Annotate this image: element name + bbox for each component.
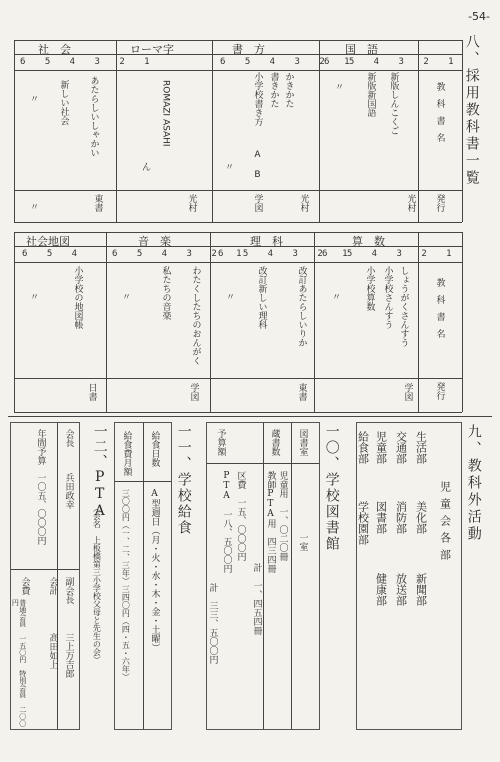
publisher-calligraphy-a: 学図	[252, 194, 263, 212]
club-col2-1: 消防部	[394, 501, 408, 534]
club-col2-2: 図書部	[374, 501, 388, 534]
book-romaji: ROMAZI ASAHI	[160, 80, 171, 147]
lunch-days-label: 給食日数	[149, 431, 160, 467]
book-japanese-1: 新版新国語	[365, 72, 376, 117]
club-col3-1: 放送部	[394, 573, 408, 606]
grade-digits-social: 6 5 4 3 2 1	[20, 57, 157, 67]
ditto-pub-social: 〃	[30, 203, 40, 213]
publisher-romaji: 光村	[186, 194, 197, 212]
book-arith-2: 小学校さんすう	[382, 266, 393, 329]
library-budget-2: PTA 一八、五〇〇円	[221, 471, 232, 573]
book-romaji-sub: ん	[142, 163, 152, 173]
header-socialmap: 社会地図	[26, 235, 70, 248]
ditto-japanese: 〃	[335, 83, 345, 93]
book-science-2: 改訂新しい理科	[256, 266, 267, 329]
page-number: -54-	[468, 10, 490, 23]
book-music-2: 私たちの音楽	[160, 266, 171, 320]
library-budget-total: 計 三三、五〇〇円	[207, 583, 218, 664]
ditto-socialmap: 〃	[30, 293, 40, 303]
pta-row-0-label: 会長	[63, 429, 74, 447]
publisher-science: 東書	[296, 383, 307, 401]
publisher-arithmetic: 学図	[402, 383, 413, 401]
header-social: 社 会	[38, 43, 71, 56]
label-bookname-upper: 教科書名	[434, 82, 445, 150]
book-socialmap: 小学校の地図帳	[72, 266, 83, 329]
ditto-science: 〃	[226, 293, 236, 303]
ditto-social: 〃	[30, 95, 40, 105]
lunch-fee-value: 三〇〇円（一、二、三年）三四〇円（四・五・六年）	[121, 489, 131, 681]
pta-subtitle: （会名 上板橋第三小学校父母と先生の会）	[92, 504, 102, 664]
pta-row-2-value: 高田如上	[47, 633, 58, 669]
library-count-total: 計 一、四五四冊	[251, 563, 262, 635]
lunch-box	[114, 422, 172, 730]
library-count-label: 蔵書数	[269, 429, 280, 456]
header-japanese: 国 語	[345, 43, 378, 56]
book-calligraphy-3: 小学校書き方	[252, 72, 263, 126]
publisher-music: 学図	[188, 383, 199, 401]
grade-digits-arithmetic: 6 5 4 3 2 1	[322, 249, 459, 259]
pta-row-0-value: 兵田政幸	[63, 473, 74, 509]
book-social-2: あたらしいしゃかい	[88, 76, 99, 157]
book-calligraphy-2: 書きかた	[268, 72, 279, 108]
library-budget-label: 予算額	[215, 429, 226, 456]
club-col1-1: 交通部	[394, 431, 408, 464]
activities-box	[356, 422, 462, 730]
pta-row-1-label: 副会長	[63, 577, 74, 604]
section-9-title: 九、教科外活動	[465, 424, 482, 543]
grade-digits-calligraphy: 6 5 4 3 2 1	[220, 57, 357, 67]
library-count-2: 教師PTA用 四三四冊	[265, 471, 276, 573]
book-japanese-2: 新版しんこくご	[388, 72, 399, 135]
pta-fee-label: 会費	[19, 577, 30, 595]
club-col1-0: 生活部	[414, 431, 428, 464]
library-room-label: 図書室	[297, 429, 308, 456]
header-romaji: ローマ字	[130, 43, 174, 56]
club-col3-2: 健康部	[374, 573, 388, 606]
club-col1-2: 児童部	[374, 431, 388, 464]
book-arith-1: しょうがくさんすう	[398, 266, 409, 347]
library-title: 一〇、学校図書館	[323, 424, 340, 552]
club-col2-3: 学校園部	[356, 501, 370, 545]
pta-box	[10, 422, 80, 730]
lunch-days-value: A型週日（月・火・水・木・金・土曜）	[149, 489, 160, 652]
library-budget-1: 区費 一五、〇〇〇円	[235, 471, 246, 561]
book-arith-3: 小学校算数	[364, 266, 375, 311]
book-music-1: わたくしたちのおんがく	[190, 266, 201, 365]
lunch-title: 一一、学校給食	[175, 424, 192, 536]
publisher-social: 東書	[92, 194, 103, 212]
pta-fee-note: 普通会員 一五〇円 特別会員 二〇〇円	[11, 599, 27, 727]
label-publisher-upper: 発行	[434, 194, 445, 212]
publisher-socialmap: 日書	[86, 383, 97, 401]
label-publisher-lower: 発行	[434, 382, 445, 400]
club-col3-0: 新聞部	[414, 573, 428, 606]
grade-digits-science: 6 5 4 3 2 1	[218, 249, 355, 259]
pta-row-2-label: 会計	[47, 577, 58, 595]
publisher-calligraphy-b: 光村	[298, 194, 309, 212]
pta-title: 一二、PTA	[91, 424, 108, 520]
book-science-1: 改訂あたらしいりか	[296, 266, 307, 347]
pta-row-1-value: 三上万吉郎	[63, 633, 74, 678]
section-8-title: 八、採用教科書一覧	[463, 34, 480, 187]
publisher-japanese: 光村	[405, 194, 416, 212]
club-col2-0: 美化部	[414, 501, 428, 534]
book-calligraphy-1: かきかた	[283, 72, 294, 108]
header-calligraphy: 書 方	[232, 43, 265, 56]
ditto-music: 〃	[122, 293, 132, 303]
pta-budget-value: 一〇五、〇〇〇円	[35, 473, 46, 545]
label-bookname-lower: 教科書名	[434, 278, 445, 346]
library-box	[206, 422, 320, 730]
library-room-value: 一室	[297, 533, 308, 551]
ditto-calligraphy: 〃	[225, 163, 235, 173]
header-music: 音 楽	[138, 235, 171, 248]
pta-budget-label: 年間予算	[35, 429, 46, 465]
council-label: 児童会各部	[438, 481, 452, 566]
lunch-fee-label: 給食費月額	[121, 431, 132, 476]
header-science: 理 科	[250, 235, 283, 248]
header-arithmetic: 算 数	[352, 235, 385, 248]
library-count-1: 児童用 一、〇二〇冊	[277, 471, 288, 561]
grade-digits-japanese: 6 5 4 3 2 1	[324, 57, 461, 67]
grade-digits-socialmap: 6 5 4	[22, 249, 85, 259]
grade-digits-music: 6 5 4 3 2 1	[112, 249, 249, 259]
book-calligraphy-ab: A B	[252, 150, 263, 180]
ditto-arith: 〃	[332, 293, 342, 303]
club-col1-3: 給食部	[356, 431, 370, 464]
book-social-1: 新しい社会	[58, 80, 69, 125]
